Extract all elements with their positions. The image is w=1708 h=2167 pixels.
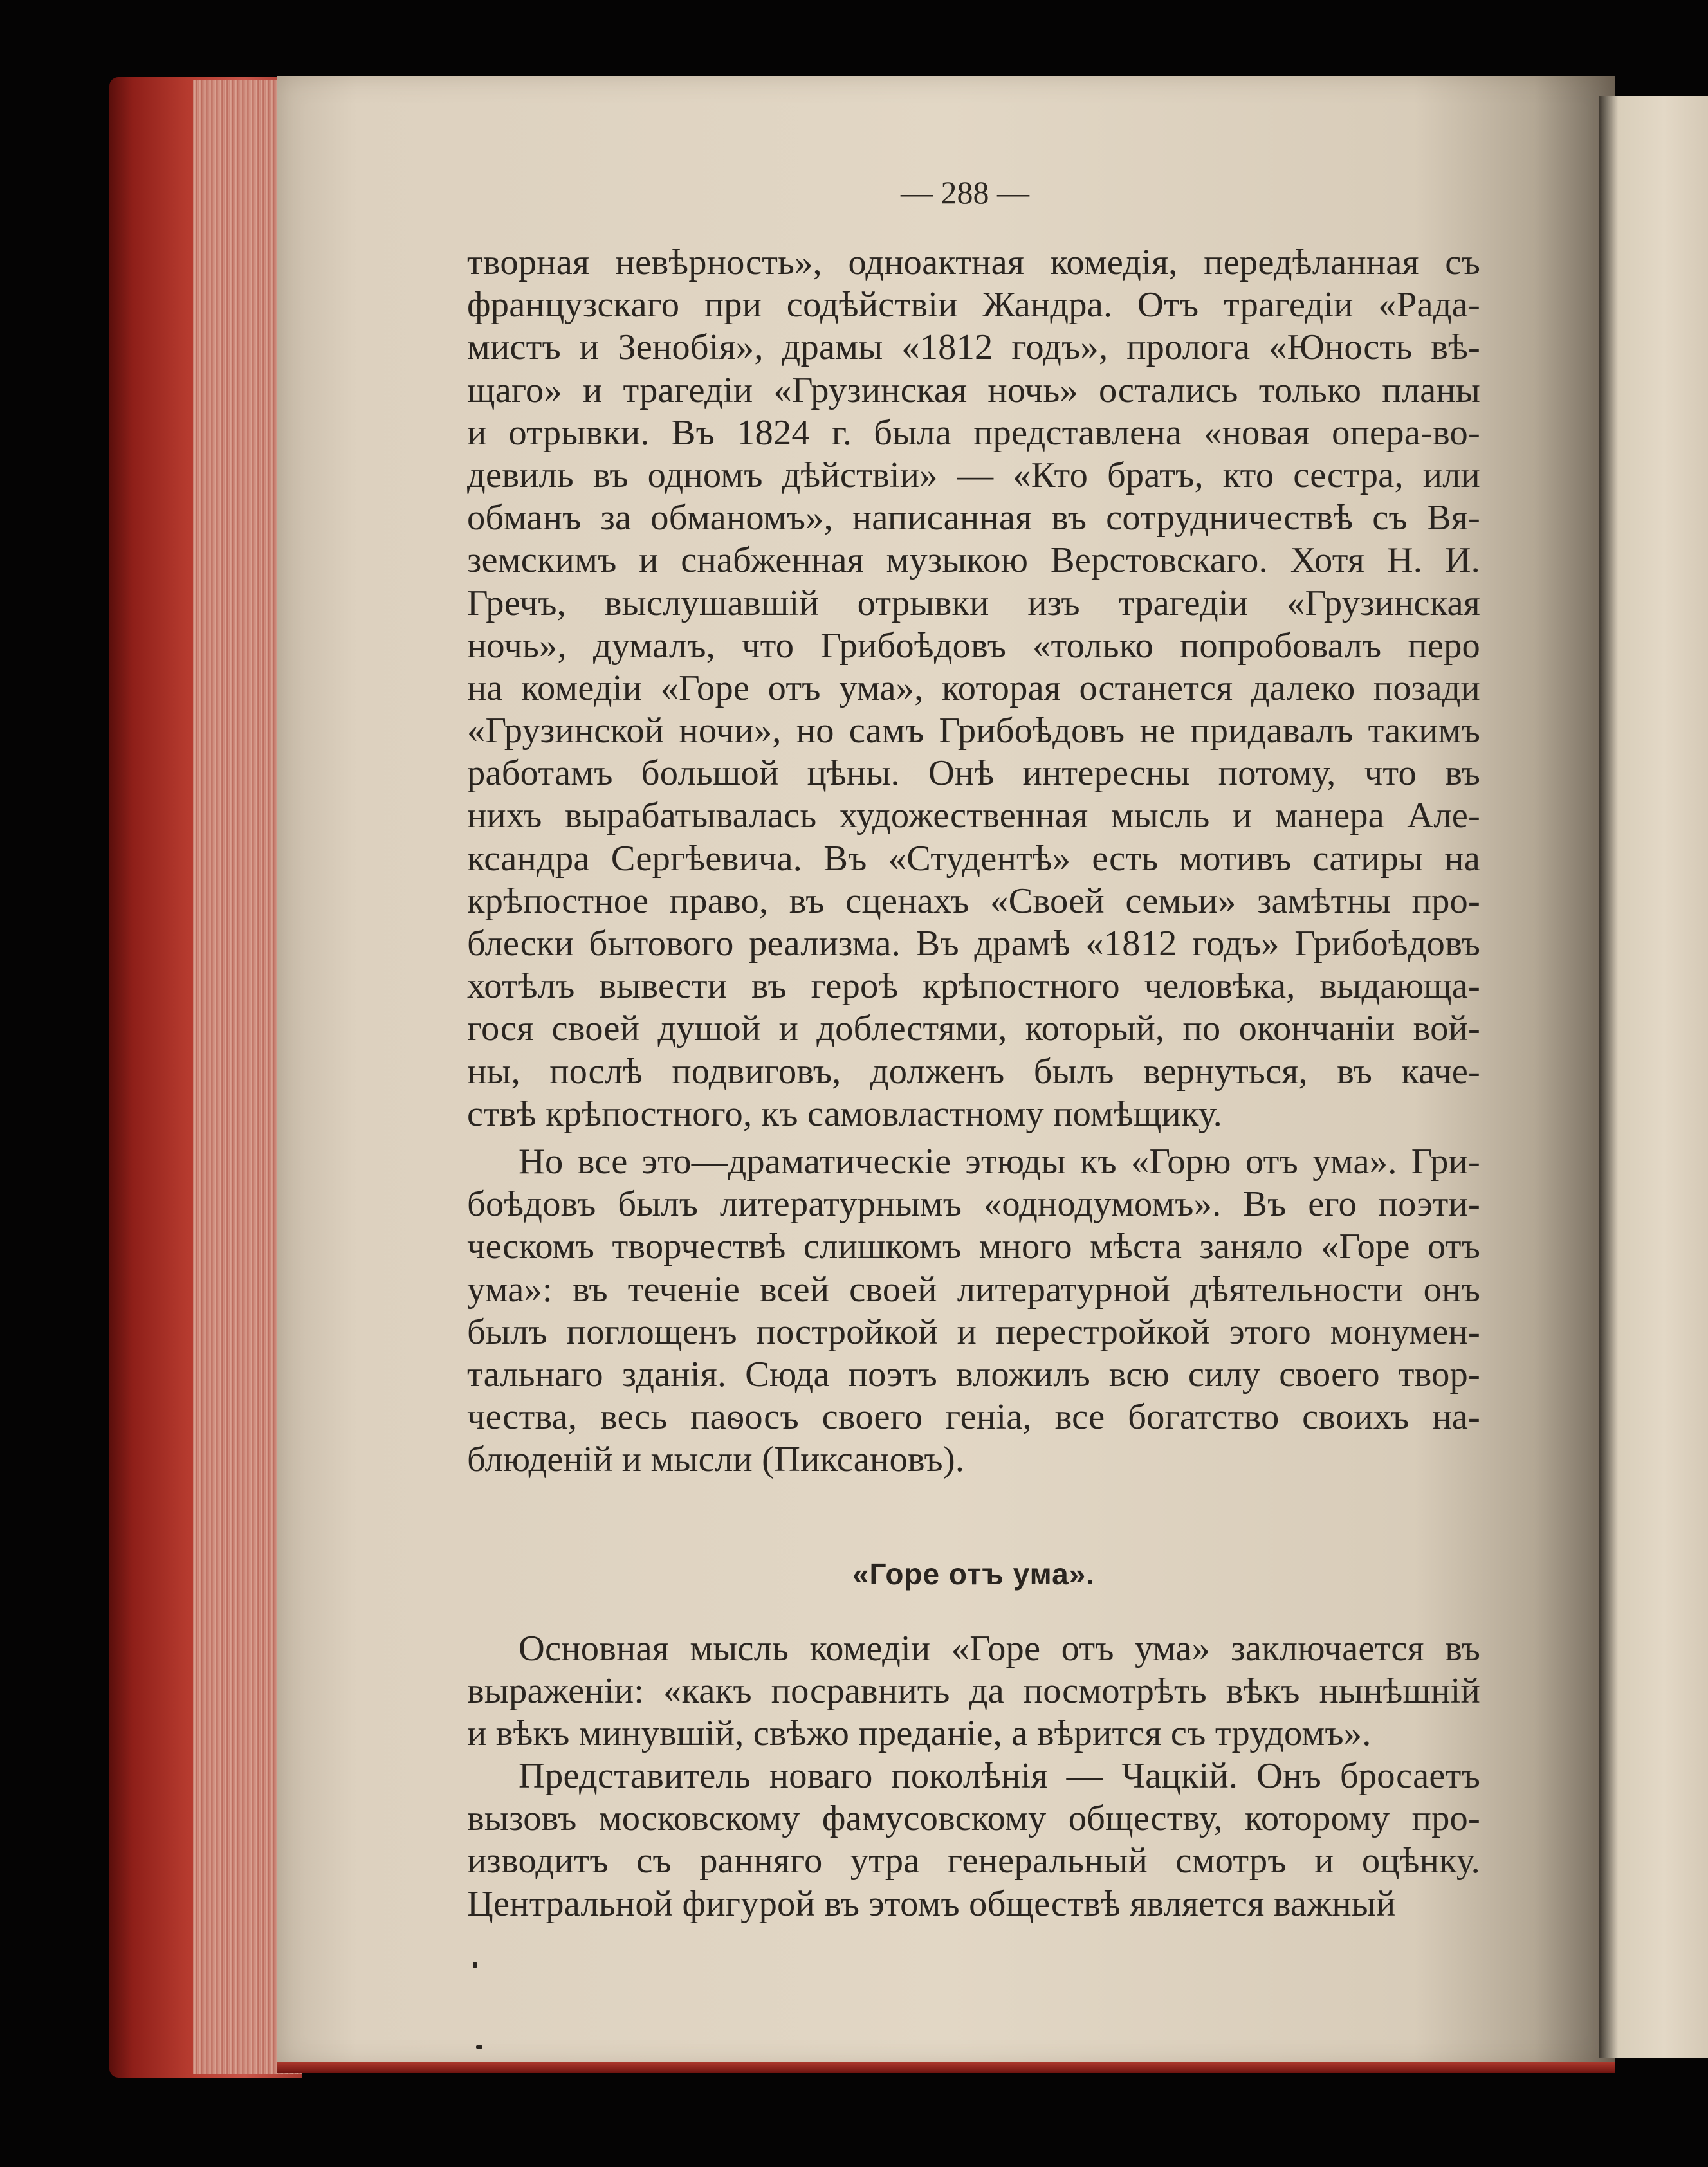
text-line: девиль въ одномъ дѣйствіи» — «Кто братъ, кто сестра, или [467,455,1480,495]
text-line: вызовъ московскому фамусовскому обществу, которому про- [467,1798,1480,1839]
page-number: — 288 — [901,174,1029,210]
paragraph-3 [467,1627,1480,1755]
paragraph-2 [467,1140,1480,1481]
text-line: блески бытового реализма. Въ драмѣ «1812 годъ» Грибоѣдовъ [467,924,1480,964]
text-line: крѣпостное право, въ сценахъ «Своей семьи» замѣтны про- [467,881,1480,921]
text-line: Центральной фигурой въ этомъ обществѣ является важный [467,1883,1396,1924]
text-line: ксандра Сергѣевича. Въ «Студентѣ» есть мотивъ сатиры на [467,838,1480,879]
text-line: боѣдовъ былъ литературнымъ «однодумомъ». Въ его поэти- [467,1184,1480,1225]
section-heading: «Горе отъ ума». [852,1557,1096,1591]
text-line: Представитель новаго поколѣнія — Чацкій. Онъ бросаетъ [519,1756,1480,1796]
book-bottom-edge [277,2062,1615,2073]
text-line: «Грузинской ночи», но самъ Грибоѣдовъ не придавалъ такимъ [467,711,1480,751]
paragraph-1 [467,241,1480,1135]
text-line: творная невѣрность», одноактная комедія, передѣланная съ [467,242,1480,282]
text-line: и вѣкъ минувшій, свѣжо преданіе, а вѣрится съ трудомъ». [467,1714,1372,1754]
text-line: обманъ за обманомъ», написанная въ сотрудничествѣ съ Вя- [467,498,1480,538]
text-line: ночь», думалъ, что Грибоѣдовъ «только попробовалъ перо [467,625,1480,666]
ink-speck [476,2045,482,2049]
text-line: былъ поглощенъ постройкой и перестройкой этого монумен- [467,1312,1480,1352]
paragraph-4 [467,1755,1480,1925]
facing-page-edge [1599,96,1708,2058]
ink-speck [473,1962,477,1968]
text-line: блюденій и мысли (Пиксановъ). [467,1440,965,1480]
text-line: щаго» и трагедіи «Грузинская ночь» остались только планы [467,370,1480,410]
text-line: Основная мысль комедіи «Горе отъ ума» заключается въ [519,1629,1480,1669]
text-line: выраженіи: «какъ посравнить да посмотрѣть вѣкъ нынѣшній [467,1671,1480,1712]
text-line: ческомъ творчествѣ слишкомъ много мѣста заняло «Горе отъ [467,1227,1480,1267]
text-line: мистъ и Зенобія», драмы «1812 годъ», пролога «Юность вѣ- [467,327,1480,368]
text-line: Гречъ, выслушавшій отрывки изъ трагедіи «Грузинская [467,583,1480,623]
text-line: чества, весь паѳосъ своего геніа, все богатство своихъ на- [467,1397,1480,1438]
text-line: и отрывки. Въ 1824 г. была представлена «новая опера-во- [467,412,1480,453]
text-line: изводитъ съ ранняго утра генеральный смотръ и оцѣнку. [467,1841,1480,1881]
text-line: Но все это—драматическіе этюды къ «Горю отъ ума». Гри- [519,1142,1480,1182]
text-line: французскаго при содѣйствіи Жандра. Отъ трагедіи «Рада- [467,285,1480,325]
text-line: работамъ большой цѣны. Онѣ интересны потому, что въ [467,753,1480,794]
text-line: тальнаго зданія. Сюда поэтъ вложилъ всю силу своего твор- [467,1354,1480,1394]
text-line: ны, послѣ подвиговъ, долженъ былъ вернуться, въ каче- [467,1051,1480,1092]
text-line: нихъ вырабатывалась художественная мысль и манера Але- [467,796,1480,836]
text-line: ума»: въ теченіе всей своей литературной дѣятельности онъ [467,1269,1480,1310]
text-line: земскимъ и снабженная музыкою Верстовскаго. Хотя Н. И. [467,540,1480,581]
text-line: хотѣлъ вывести въ героѣ крѣпостного человѣка, выдающа- [467,966,1480,1007]
text-line: на комедіи «Горе отъ ума», которая останется далеко позади [467,668,1480,708]
text-line: ствѣ крѣпостного, къ самовластному помѣщику. [467,1093,1222,1134]
text-line: гося своей душой и доблестями, который, по окончаніи вой- [467,1009,1480,1049]
